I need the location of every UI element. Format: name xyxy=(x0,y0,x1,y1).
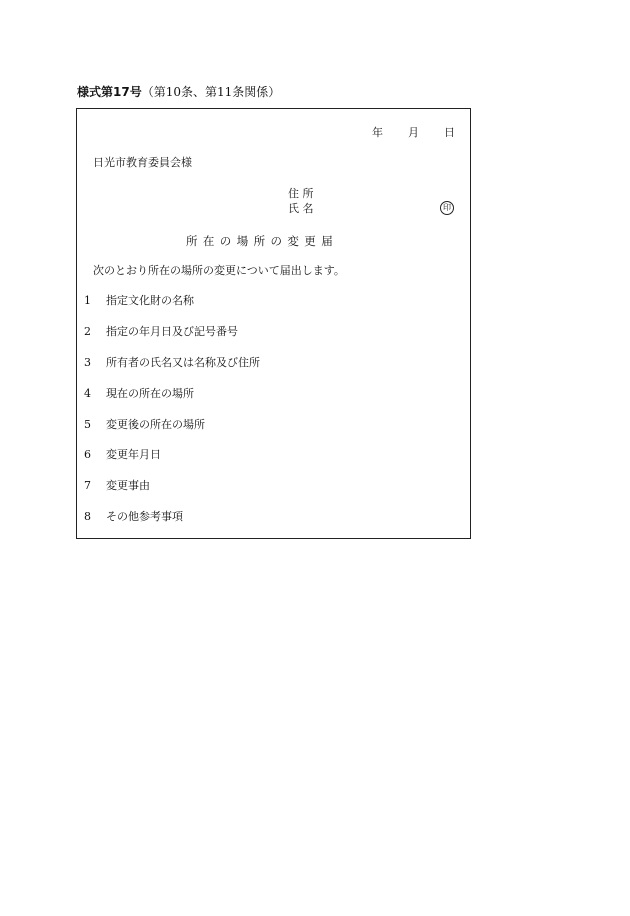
item-number: 5 xyxy=(84,418,91,431)
form-title xyxy=(77,85,280,99)
form-number: 様式第17号 xyxy=(77,85,142,99)
name-label: 氏 名 xyxy=(288,202,314,215)
item-number: 4 xyxy=(84,387,91,400)
date-month-label: 月 xyxy=(408,126,419,139)
date-day-label: 日 xyxy=(444,126,455,139)
item-text: その他参考事項 xyxy=(106,510,183,523)
form-relation: （第10条、第11条関係） xyxy=(141,85,281,99)
item-number: 3 xyxy=(84,356,91,369)
item-text: 現在の所在の場所 xyxy=(106,387,194,400)
item-text: 指定文化財の名称 xyxy=(106,294,194,307)
item-text: 変更後の所在の場所 xyxy=(106,418,205,431)
item-text: 変更年月日 xyxy=(106,448,161,461)
item-text: 変更事由 xyxy=(106,479,150,492)
item-number: 8 xyxy=(84,510,91,523)
intro-text: 次のとおり所在の場所の変更について届出します。 xyxy=(93,264,345,277)
address-label: 住 所 xyxy=(288,187,314,200)
item-text: 所有者の氏名又は名称及び住所 xyxy=(106,356,260,369)
form-frame xyxy=(76,108,471,539)
item-number: 7 xyxy=(84,479,91,492)
seal-mark: 印 xyxy=(440,201,454,215)
addressee: 日光市教育委員会様 xyxy=(93,156,192,169)
date-year-label: 年 xyxy=(372,126,383,139)
item-text: 指定の年月日及び記号番号 xyxy=(106,325,238,338)
item-number: 2 xyxy=(84,325,91,338)
item-number: 1 xyxy=(84,294,91,307)
item-number: 6 xyxy=(84,448,91,461)
document-heading: 所在の場所の変更届 xyxy=(186,234,339,248)
